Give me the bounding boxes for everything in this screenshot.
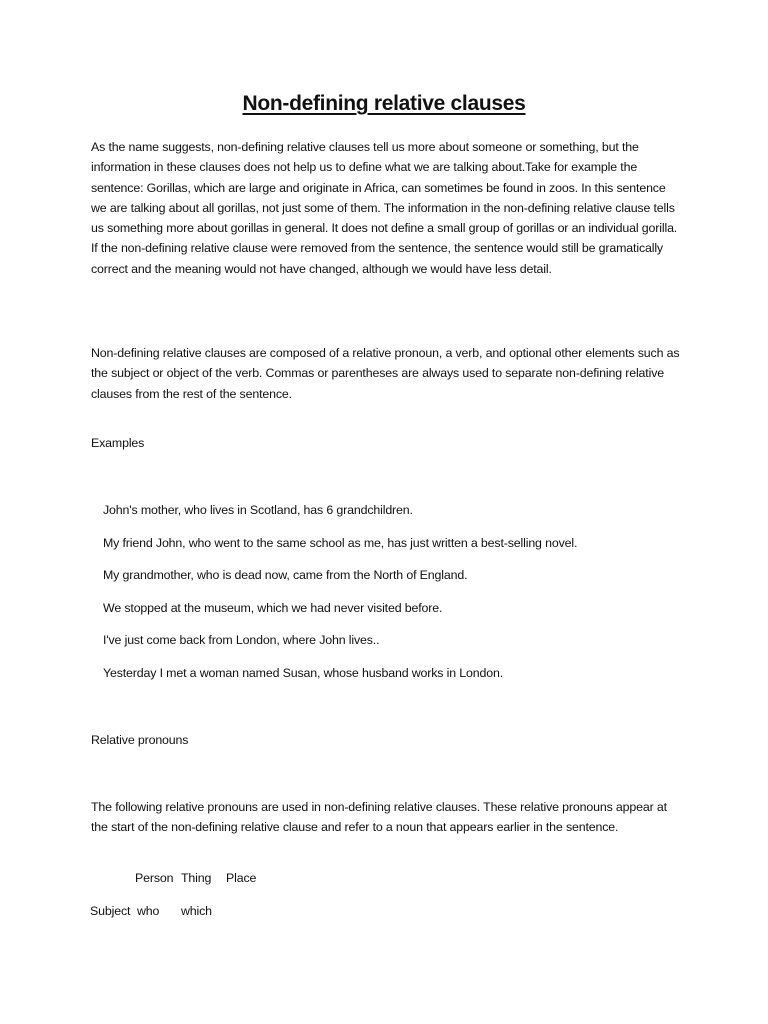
examples-list — [103, 502, 703, 698]
relative-pronouns-heading: Relative pronouns — [91, 733, 189, 747]
example-sentence: My friend John, who went to the same school as me, has just written a best-selling novel. — [103, 535, 578, 550]
pronouns-intro-paragraph: The following relative pronouns are used in non-defining relative clauses. These relative pronouns appear at the start of the non-defining relative clause and refer to a noun that appears earlier in the sentence. — [91, 800, 667, 835]
example-sentence: Yesterday I met a woman named Susan, whose husband works in London. — [103, 665, 504, 680]
intro-paragraph: As the name suggests, non-defining relative clauses tell us more about someone or something, but the information in these clauses does not help us to define what we are talking about.Take for example the sentence: Gorillas, which are large and originate in Africa, can sometimes be found in zoos. In this sentence we are talking about all gorillas, not just some of them. The information in the non-defining relative clause tells us something more about gorillas in general. It does not define a small group of gorillas or an individual gorilla. If the non-defining relative clause were removed from the sentence, the sentence would still be gramatically correct and the meaning would not have changed, although we would have less detail. — [91, 140, 678, 276]
pronoun-table-header-person: Person — [135, 871, 174, 885]
composition-paragraph: Non-defining relative clauses are composed of a relative pronoun, a verb, and optional other elements such as the subject or object of the verb. Commas or parentheses are always used to separate non-defining relative clauses from the rest of the sentence. — [91, 346, 680, 401]
pronoun-table-row-label: Subject — [90, 904, 131, 918]
example-sentence: John's mother, who lives in Scotland, has 6 grandchildren. — [103, 503, 413, 517]
document-title: Non-defining relative clauses — [242, 92, 526, 115]
example-sentence: We stopped at the museum, which we had never visited before. — [103, 600, 443, 615]
pronoun-table-header-thing: Thing — [181, 871, 212, 885]
pronoun-table-header-place: Place — [226, 871, 257, 885]
example-sentence: My grandmother, who is dead now, came from the North of England. — [103, 568, 468, 583]
pronoun-table-cell-person: who — [137, 904, 160, 918]
example-sentence: I've just come back from London, where John lives.. — [103, 633, 380, 648]
examples-heading: Examples — [91, 436, 145, 450]
pronoun-table-cell-thing: which — [181, 904, 212, 918]
